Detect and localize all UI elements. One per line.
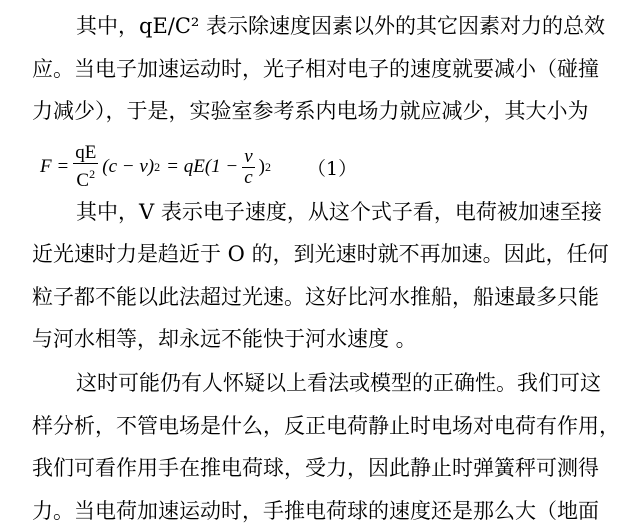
p3-line1: 这时可能仍有人怀疑以上看法或模型的正确性。我们可这: [76, 371, 601, 395]
eq-middle-exp: 2: [154, 159, 161, 174]
p1-line3: 力减少），于是，实验室参考系内电场力就应减少，其大小为: [32, 99, 589, 123]
p3-line4: 力。当电荷加速运动时，手推电荷球的速度还是那么大（地面: [32, 499, 599, 523]
eq-tail-exp: 2: [264, 159, 271, 174]
eq-frac-denominator: C: [76, 170, 90, 191]
eq-frac2-numerator: v: [244, 145, 253, 167]
eq-frac-den-exp: 2: [89, 167, 96, 181]
eq-fraction-v-c: [242, 147, 254, 188]
p1-line2: 应。当电子加速运动时，光子相对电子的速度就要减小（碰撞: [32, 57, 599, 81]
p2-line3: 粒子都不能以此法超过光速。这好比河水推船，船速最多只能: [32, 285, 599, 309]
p2-line4: 与河水相等，却永远不能快于河水速度 。: [32, 327, 417, 351]
p2-line2: 近光速时力是趋近于 O 的，到光速时就不再加速。因此，任何: [32, 242, 609, 266]
p2-line1: 其中，V 表示电子速度，从这个式子看，电荷被加速至接: [76, 200, 602, 224]
eq-frac2-denominator: c: [244, 166, 253, 188]
eq-second: = qE(1 −: [166, 156, 239, 177]
eq-lhs: F =: [40, 156, 70, 177]
equation-number: （1）: [306, 157, 358, 180]
eq-frac-numerator: qE: [75, 142, 97, 163]
eq-middle: (c − v): [102, 156, 155, 177]
p1-line1: 其中，qE/C² 表示除速度因素以外的其它因素对力的总效: [76, 14, 606, 38]
eq-fraction-qe-c2: [73, 143, 98, 191]
eq-tail: ): [258, 156, 265, 177]
equation-1: [40, 142, 600, 192]
p3-line3: 我们可看作用手在推电荷球，受力，因此静止时弹簧秤可测得: [32, 456, 599, 480]
p3-line2: 样分析，不管电场是什么，反正电荷静止时电场对电荷有作用，: [32, 414, 620, 438]
